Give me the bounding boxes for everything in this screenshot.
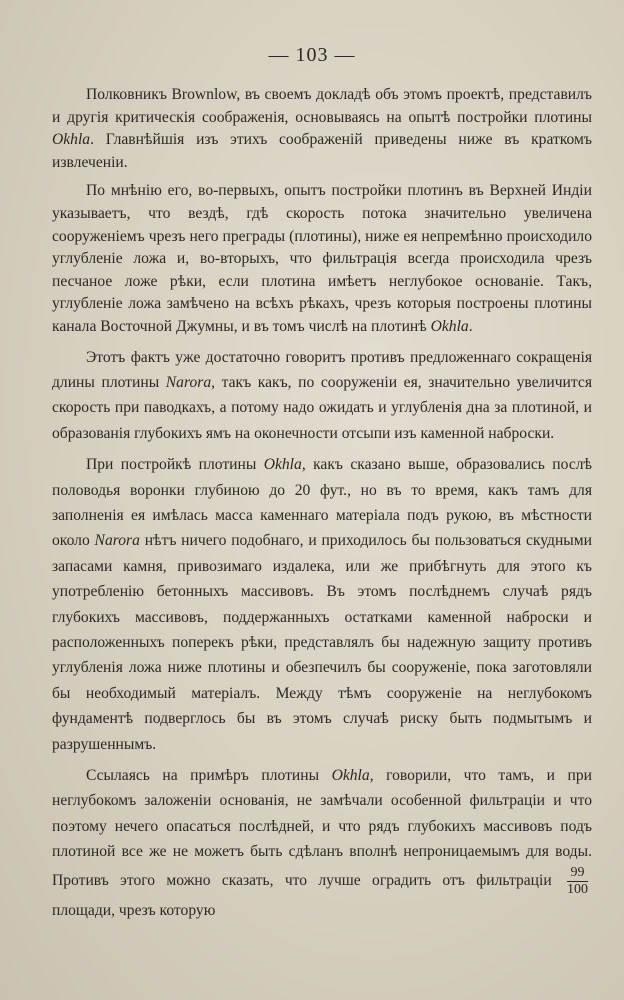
text-run: . [468,317,473,335]
text-run: . Главнѣйшія изъ этихъ соображеній приведены ниже въ краткомъ извлеченіи. [52,131,592,171]
italic-term: Okhla [331,767,370,785]
italic-term: Narora [165,373,212,391]
italic-term: Okhla [52,131,91,149]
body-text [52,84,592,929]
text-run: По мнѣнію его, во-первыхъ, опытъ постройки плотинъ въ Верхней Индіи указываетъ, что вездѣ, гдѣ скорость потока значительно увеличена сооруженіемъ чрезъ него преграды (плотины), ниже ея непремѣнно происходило углубленіе ложа и, во-вторыхъ, что фильтрація всегда происходила чрезъ песчаное ложе рѣки, если плотина имѣетъ неглубокое основаніе. Такъ, углубленіе ложа замѣчено на всѣхъ рѣкахъ, чрезъ которыя построены плотины канала Восточной Джумны, и въ томъ числѣ на плотинѣ [52,182,592,335]
text-run: , говорили, что тамъ, и при неглубокомъ заложеніи основанія, не замѣчали особенной фильтраціи и что поэтому нечего опасаться послѣдней, и что рядъ глубокихъ массивовъ подъ плотиной все же не можетъ быть сдѣланъ вполнѣ непроницаемымъ для воды. Противъ этого можно сказать, что лучше оградить отъ фильтраціи [52,767,592,889]
text-run: Полковникъ Brownlow, въ своемъ докладѣ объ этомъ проектѣ, представилъ и другія критическія соображенія, основываясь на опытѣ постройки плотины [52,86,592,126]
text-run: Ссылаясь на примѣръ плотины [86,767,332,785]
text-run: , какъ сказано выше, образовались послѣ половодья воронки глубиною до 20 фут., но въ то время, какъ тамъ для заполненія ея имѣлась масса каменнаго матеріала подъ рукою, въ мѣстности около [52,456,592,550]
italic-term: Narora [94,532,140,550]
page-number: — 103 — [268,44,356,66]
text-run: нѣтъ ничего подобнаго, и приходилось бы пользоваться скудными запасами камня, привозимаго издалека, или же прибѣгнуть для этого къ употребленію бетонныхъ массивовъ. Въ этомъ послѣднемъ случаѣ рядъ глубокихъ массивовъ, поддержанныхъ остатками каменной наброски и расположенныхъ поперекъ рѣки, представлялъ бы надежную защиту противъ углубленія ложа ниже плотины и обезпечилъ бы сооруженіе, пока заготовляли бы необходимый матеріалъ. Между тѣмъ сооруженіе на неглубокомъ фундаментѣ подверглось бы въ этомъ случаѣ риску быть подмытымъ и разрушеннымъ. [52,532,593,753]
fraction [567,865,588,898]
paragraph [52,84,592,174]
fraction-numerator: 99 [567,865,588,882]
text-run: Этотъ фактъ уже достаточно говоритъ противъ предложеннаго сокращенія длины плотины [52,348,592,391]
fraction-denominator: 100 [567,881,588,897]
text-run: При постройкѣ плотины [86,456,264,474]
italic-term: Okhla [263,456,302,474]
text-run: площади, чрезъ которую [52,901,216,919]
paragraph [52,180,592,338]
paragraph [52,763,592,923]
paragraph [52,452,592,757]
text-run: , такъ какъ, по сооруженіи ея, значительно увеличится скорость при паводкахъ, а потому надо ожидать и углубленія дна за плотиной, и образованія глубокихъ ямъ на оконечности отсыпи изъ каменной наброски. [52,373,592,442]
italic-term: Okhla [430,317,469,335]
paragraph [52,345,592,447]
